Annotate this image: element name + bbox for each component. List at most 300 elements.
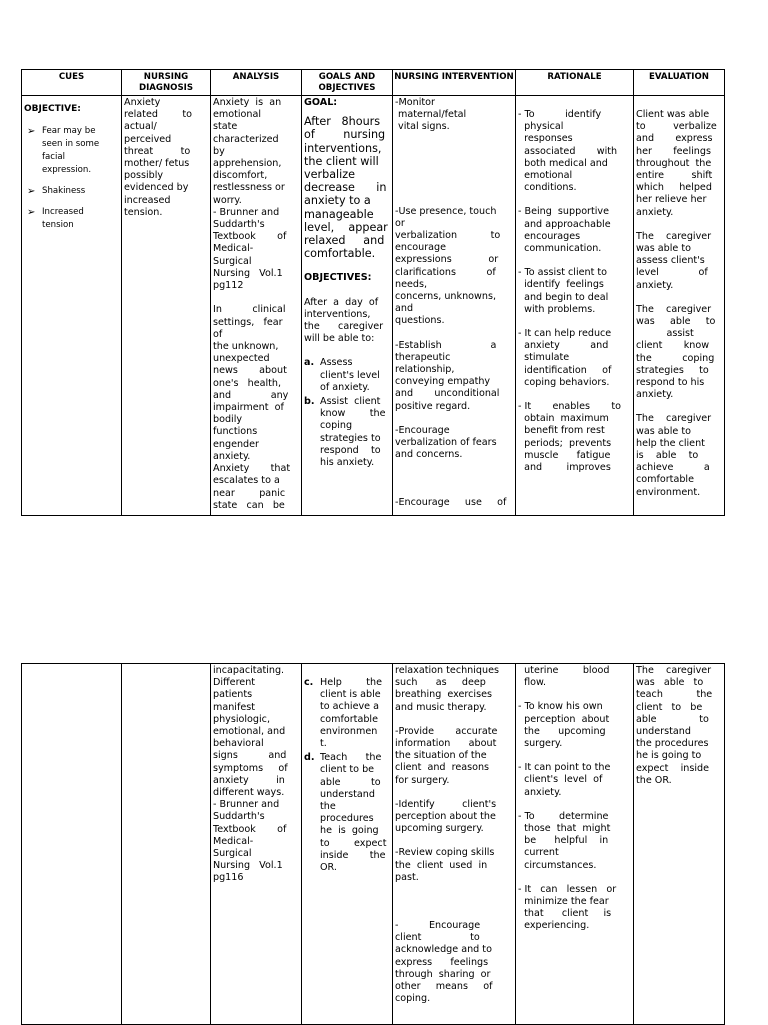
text-line: information about: [395, 738, 497, 750]
text-line: other means of: [395, 981, 493, 993]
text-line: verbalize: [304, 168, 356, 182]
text-line: pg116: [213, 872, 244, 884]
text-line: is able to: [636, 450, 699, 462]
text-line: comfortable: [320, 713, 378, 725]
text-line: that client is: [518, 908, 612, 920]
header-nursing-diagnosis: NURSING DIAGNOSIS: [122, 70, 211, 96]
text-line: anxiety.: [518, 786, 562, 798]
text-line: unexpected: [213, 353, 270, 365]
text-line: entire shift: [636, 170, 713, 182]
text-line: relaxation techniques: [395, 665, 499, 676]
text-line: Anxiety that: [213, 463, 291, 475]
text-line: tension: [42, 220, 74, 231]
text-line: breathing exercises: [395, 689, 492, 701]
paragraph: [518, 206, 631, 255]
text-line: Client was able: [636, 109, 710, 120]
text-line: respond to his: [636, 377, 705, 389]
header-evaluation: EVALUATION: [634, 70, 725, 96]
text-line: anxiety.: [213, 450, 251, 462]
text-line: expressions or: [395, 254, 499, 266]
text-line: current: [518, 847, 559, 859]
text-line: anxiety and: [518, 340, 609, 352]
objectives-label: OBJECTIVES:: [304, 272, 372, 284]
rationale-cell: [516, 664, 634, 1025]
text-line: anxiety.: [636, 279, 674, 291]
paragraph: [395, 665, 513, 714]
text-line: muscle fatigue: [518, 449, 611, 461]
text-line: coping.: [395, 993, 431, 1005]
paragraph: [636, 231, 722, 292]
text-line: Fear may be: [42, 126, 96, 137]
text-line: inside the: [320, 849, 386, 861]
objective-marker: a.: [304, 357, 315, 369]
text-line: The caregiver: [636, 413, 712, 425]
text-line: relationship,: [395, 364, 455, 376]
text-line: the caregiver: [304, 321, 384, 333]
text-line: he is going: [320, 825, 379, 837]
paragraph: [395, 920, 513, 1005]
text-line: tension.: [124, 206, 163, 218]
text-line: the coping: [636, 352, 715, 364]
text-line: mother/ fetus: [124, 158, 190, 170]
paragraph: [518, 267, 631, 316]
analysis-cell: [211, 664, 302, 1025]
text-line: pg112: [213, 280, 244, 292]
text-line: minimize the fear: [518, 896, 609, 908]
text-line: anxiety to a: [304, 194, 371, 208]
paragraph: [395, 206, 513, 328]
text-line: her feelings: [636, 145, 711, 157]
text-line: Surgical: [213, 255, 252, 267]
text-line: perception about: [518, 713, 610, 725]
text-line: teach the: [636, 689, 713, 701]
header-cues: CUES: [22, 70, 122, 96]
text-line: achieve a: [636, 462, 710, 474]
objective-item: [304, 357, 390, 394]
text-line: acknowledge and to: [395, 944, 492, 956]
text-line: - To assist client to: [518, 267, 608, 279]
text-line: In clinical: [213, 304, 286, 316]
text-line: the upcoming: [518, 725, 606, 737]
objective-marker: c.: [304, 677, 314, 688]
text-line: Teach the: [320, 752, 382, 764]
text-line: associated with: [518, 145, 618, 157]
text-line: The caregiver: [636, 303, 712, 315]
text-line: and music therapy.: [395, 701, 487, 713]
text-line: Anxiety: [124, 97, 161, 108]
text-line: of anxiety.: [320, 381, 370, 393]
text-line: relaxed and: [304, 234, 385, 248]
text-line: - To know his own: [518, 701, 603, 713]
text-line: his anxiety.: [320, 457, 375, 469]
text-line: incapacitating.: [213, 665, 285, 676]
arrow-bullet-icon: ➢: [27, 186, 36, 198]
text-line: Help the: [320, 677, 383, 688]
diagnosis-cell: [122, 96, 211, 516]
text-line: of nursing: [304, 128, 386, 142]
text-line: escalates to a: [213, 475, 280, 487]
text-line: the OR.: [636, 774, 672, 786]
text-line: perception about the: [395, 811, 496, 823]
text-line: state: [213, 121, 238, 133]
cues-objective-label: OBJECTIVE:: [24, 104, 81, 114]
text-line: client's level of: [518, 774, 603, 786]
paragraph: [395, 847, 513, 884]
header-rationale: RATIONALE: [516, 70, 634, 96]
text-line: - Brunner and: [213, 799, 280, 811]
text-line: to achieve a: [320, 701, 379, 713]
text-line: Medical-: [213, 835, 254, 847]
text-line: obtain maximum: [518, 413, 609, 425]
text-line: those that might: [518, 823, 611, 835]
text-line: flow.: [518, 677, 547, 689]
text-line: questions.: [395, 315, 445, 327]
text-line: the unknown,: [213, 341, 279, 353]
text-line: - It enables to: [518, 401, 621, 413]
text-line: was able to: [636, 316, 716, 328]
text-line: signs and: [213, 750, 287, 762]
text-line: procedures: [320, 813, 374, 825]
rationale-cell: [516, 96, 634, 516]
goals-cell: [302, 96, 393, 516]
text-line: express feelings: [395, 956, 489, 968]
text-line: with problems.: [518, 303, 596, 315]
text-line: the client will: [304, 154, 379, 168]
text-line: possibly: [124, 170, 164, 182]
text-line: symptoms of: [213, 762, 288, 774]
text-line: strategies to: [636, 364, 709, 376]
paragraph: [518, 328, 631, 389]
text-line: the client used in: [395, 859, 488, 871]
text-line: impairment of: [213, 402, 284, 414]
text-line: Textbook of: [213, 231, 287, 243]
text-line: encourage: [395, 242, 447, 254]
text-line: able to: [320, 776, 381, 788]
text-line: Medical-: [213, 243, 254, 255]
text-line: [213, 292, 299, 304]
text-line: manifest: [213, 701, 256, 713]
text-line: perceived: [124, 133, 172, 145]
text-line: OR.: [320, 862, 337, 874]
text-line: -Provide accurate: [395, 725, 498, 737]
text-line: Different: [213, 677, 256, 689]
paragraph: [518, 109, 631, 194]
text-line: -Identify client's: [395, 798, 497, 810]
table-row: [22, 96, 725, 516]
text-line: interventions,: [304, 308, 371, 320]
paragraph: [636, 665, 722, 787]
cue-item: [24, 206, 119, 232]
text-line: verbalization to: [395, 230, 501, 242]
text-line: for surgery.: [395, 774, 450, 786]
text-line: engender: [213, 438, 259, 450]
text-line: identify feelings: [518, 279, 604, 291]
text-line: Assess: [320, 357, 353, 369]
cues-cell: [22, 96, 122, 516]
text-line: After 8hours: [304, 115, 381, 129]
header-nursing-intervention: NURSING INTERVENTION: [393, 70, 516, 96]
text-line: client is able: [320, 689, 381, 701]
paragraph: [518, 401, 631, 474]
text-line: encourages: [518, 230, 581, 242]
text-line: facial: [42, 152, 66, 163]
text-line: increased: [124, 194, 171, 206]
text-line: coping: [320, 420, 353, 432]
text-line: to expect: [320, 837, 387, 849]
text-line: will be able to:: [304, 333, 375, 345]
text-line: was able to: [636, 677, 704, 689]
text-line: comfortable.: [304, 247, 376, 261]
text-line: Nursing Vol.1: [213, 267, 283, 279]
text-line: physiologic,: [213, 713, 270, 725]
text-line: coping behaviors.: [518, 376, 610, 388]
objective-marker: b.: [304, 396, 315, 408]
text-line: stimulate: [518, 352, 570, 364]
text-line: experiencing.: [518, 920, 590, 932]
text-line: client to: [395, 932, 480, 944]
objective-item: [304, 752, 390, 874]
text-line: positive regard.: [395, 400, 471, 412]
text-line: therapeutic: [395, 351, 451, 363]
text-line: -Encourage use of: [395, 497, 507, 509]
cues-list: [24, 125, 119, 232]
text-line: identification of: [518, 364, 612, 376]
goal-label: GOAL:: [304, 97, 338, 108]
text-line: Shakiness: [42, 186, 86, 197]
text-line: communication.: [518, 243, 602, 255]
text-line: settings, fear: [213, 316, 283, 328]
text-line: verbalization of fears: [395, 437, 497, 449]
text-line: Nursing Vol.1: [213, 860, 283, 872]
objective-item: [304, 677, 390, 750]
text-line: state can be: [213, 499, 285, 511]
table-row: [22, 664, 725, 1025]
text-line: The caregiver: [636, 665, 712, 676]
text-line: both medical and: [518, 157, 608, 169]
text-line: maternal/fetal: [395, 109, 467, 121]
text-line: seen in some: [42, 139, 100, 150]
text-line: or: [395, 217, 405, 229]
text-line: -Review coping skills: [395, 847, 495, 859]
text-line: Increased: [42, 207, 84, 218]
text-line: client to be: [636, 701, 703, 713]
text-line: and concerns.: [395, 449, 463, 461]
text-line: - It can help reduce: [518, 328, 612, 340]
text-line: comfortable: [636, 474, 694, 486]
text-line: be helpful in: [518, 835, 609, 847]
text-line: able to: [636, 713, 709, 725]
text-line: physical: [518, 121, 564, 133]
text-line: and any: [213, 389, 289, 401]
text-line: help the client: [636, 437, 705, 449]
text-line: to verbalize: [636, 121, 717, 133]
text-line: surgery.: [518, 738, 563, 750]
text-line: evidenced by: [124, 182, 189, 194]
text-line: - Brunner and: [213, 206, 280, 218]
paragraph: [395, 497, 513, 509]
text-line: threat to: [124, 145, 191, 157]
text-line: t.: [320, 738, 327, 750]
paragraph: [395, 97, 513, 134]
text-line: the: [320, 801, 336, 813]
text-line: client know: [636, 340, 710, 352]
paragraph: [518, 762, 631, 799]
text-line: interventions,: [304, 141, 382, 155]
text-line: one's health,: [213, 377, 282, 389]
text-line: emotional: [518, 170, 573, 182]
text-line: -Monitor: [395, 97, 435, 108]
header-analysis: ANALYSIS: [211, 70, 302, 96]
care-plan-table-part2: [21, 663, 725, 1025]
text-line: worry.: [213, 194, 242, 206]
text-line: understand: [636, 726, 691, 738]
text-line: apprehension,: [213, 158, 282, 170]
text-line: conditions.: [518, 182, 577, 194]
text-line: strategies to: [320, 432, 381, 444]
text-line: emotional, and: [213, 726, 286, 738]
text-line: The caregiver: [636, 230, 712, 242]
text-line: -Use presence, touch: [395, 205, 497, 217]
paragraph: [395, 340, 513, 413]
text-line: functions: [213, 426, 258, 438]
text-line: decrease in: [304, 181, 387, 195]
paragraph: [518, 701, 631, 750]
text-line: -Establish a: [395, 339, 497, 351]
paragraph: [395, 726, 513, 787]
care-plan-table-part1: [21, 69, 725, 516]
text-line: of: [213, 328, 223, 340]
text-line: needs,: [395, 278, 428, 290]
paragraph: [518, 665, 631, 689]
text-line: news about: [213, 365, 287, 377]
text-line: and unconditional: [395, 388, 500, 400]
text-line: and express: [636, 133, 713, 145]
header-goals-objectives: GOALS AND OBJECTIVES: [302, 70, 393, 96]
text-line: - To identify: [518, 109, 602, 120]
text-line: assist: [636, 328, 694, 340]
objective-marker: d.: [304, 752, 315, 764]
text-line: respond to: [320, 444, 381, 456]
text-line: was able to: [636, 243, 691, 255]
text-line: know the: [320, 408, 386, 420]
text-line: and approachable: [518, 218, 611, 230]
text-line: uterine blood: [518, 665, 610, 676]
text-line: - Being supportive: [518, 206, 610, 218]
text-line: -Encourage: [395, 424, 450, 436]
paragraph: [518, 811, 631, 872]
text-line: expression.: [42, 165, 92, 176]
text-line: restlessness or: [213, 182, 285, 194]
text-line: vital signs.: [395, 121, 450, 133]
analysis-cell: [211, 96, 302, 516]
objective-item: [304, 396, 390, 469]
text-line: bodily: [213, 414, 243, 426]
paragraph: [636, 109, 722, 219]
text-line: environmen: [320, 725, 378, 737]
arrow-bullet-icon: ➢: [27, 126, 36, 138]
header-row: [22, 70, 725, 96]
text-line: behavioral: [213, 738, 264, 750]
cue-item: [24, 125, 119, 177]
text-line: expect inside: [636, 762, 710, 774]
text-line: Assist client: [320, 396, 381, 408]
text-line: Anxiety is an: [213, 97, 282, 108]
text-line: benefit from rest: [518, 425, 605, 437]
text-line: emotional: [213, 109, 262, 121]
text-line: anxiety in: [213, 774, 285, 786]
cue-item: [24, 185, 119, 198]
text-line: assess client's: [636, 255, 705, 267]
evaluation-cell: [634, 664, 725, 1025]
text-line: throughout the: [636, 157, 712, 169]
text-line: near panic: [213, 487, 286, 499]
text-line: patients: [213, 689, 253, 701]
text-line: - It can point to the: [518, 762, 611, 774]
text-line: periods; prevents: [518, 437, 612, 449]
text-line: clarifications of: [395, 266, 496, 278]
text-line: client and reasons: [395, 762, 490, 774]
text-line: Suddarth's: [213, 811, 265, 823]
text-line: related to: [124, 109, 192, 121]
text-line: and improves: [518, 462, 611, 474]
intervention-cell: [393, 96, 516, 516]
text-line: environment.: [636, 486, 701, 498]
text-line: past.: [395, 871, 419, 883]
text-line: different ways.: [213, 787, 285, 799]
text-line: After a day of: [304, 296, 379, 308]
text-line: - It can lessen or: [518, 883, 617, 895]
arrow-bullet-icon: ➢: [27, 207, 36, 219]
text-line: conveying empathy: [395, 376, 491, 388]
text-line: level, appear: [304, 220, 388, 234]
text-line: upcoming surgery.: [395, 823, 484, 835]
cues-cell: [22, 664, 122, 1025]
text-line: her relieve her: [636, 194, 707, 206]
text-line: understand: [320, 788, 375, 800]
text-line: and: [395, 303, 414, 315]
text-line: which helped: [636, 182, 712, 194]
text-line: Surgical: [213, 848, 252, 860]
text-line: - To determine: [518, 810, 609, 822]
paragraph: [395, 425, 513, 462]
text-line: actual/: [124, 121, 157, 133]
text-line: the situation of the: [395, 750, 487, 762]
text-line: anxiety.: [636, 206, 674, 218]
text-line: manageable: [304, 207, 374, 221]
paragraph: [636, 304, 722, 402]
text-line: circumstances.: [518, 859, 597, 871]
text-line: anxiety.: [636, 389, 674, 401]
text-line: client to be: [320, 764, 375, 776]
text-line: was able to: [636, 425, 691, 437]
text-line: the procedures: [636, 738, 709, 750]
text-line: discomfort,: [213, 170, 268, 182]
text-line: concerns, unknowns,: [395, 291, 496, 303]
text-line: by: [213, 145, 225, 157]
paragraph: [518, 884, 631, 933]
goals-cell: [302, 664, 393, 1025]
text-line: Suddarth's: [213, 219, 265, 231]
text-line: and begin to deal: [518, 291, 609, 303]
evaluation-cell: [634, 96, 725, 516]
intervention-cell: [393, 664, 516, 1025]
diagnosis-cell: [122, 664, 211, 1025]
text-line: - Encourage: [395, 920, 481, 932]
text-line: responses: [518, 133, 573, 145]
text-line: through sharing or: [395, 968, 491, 980]
text-line: client's level: [320, 369, 380, 381]
text-line: characterized: [213, 133, 279, 145]
